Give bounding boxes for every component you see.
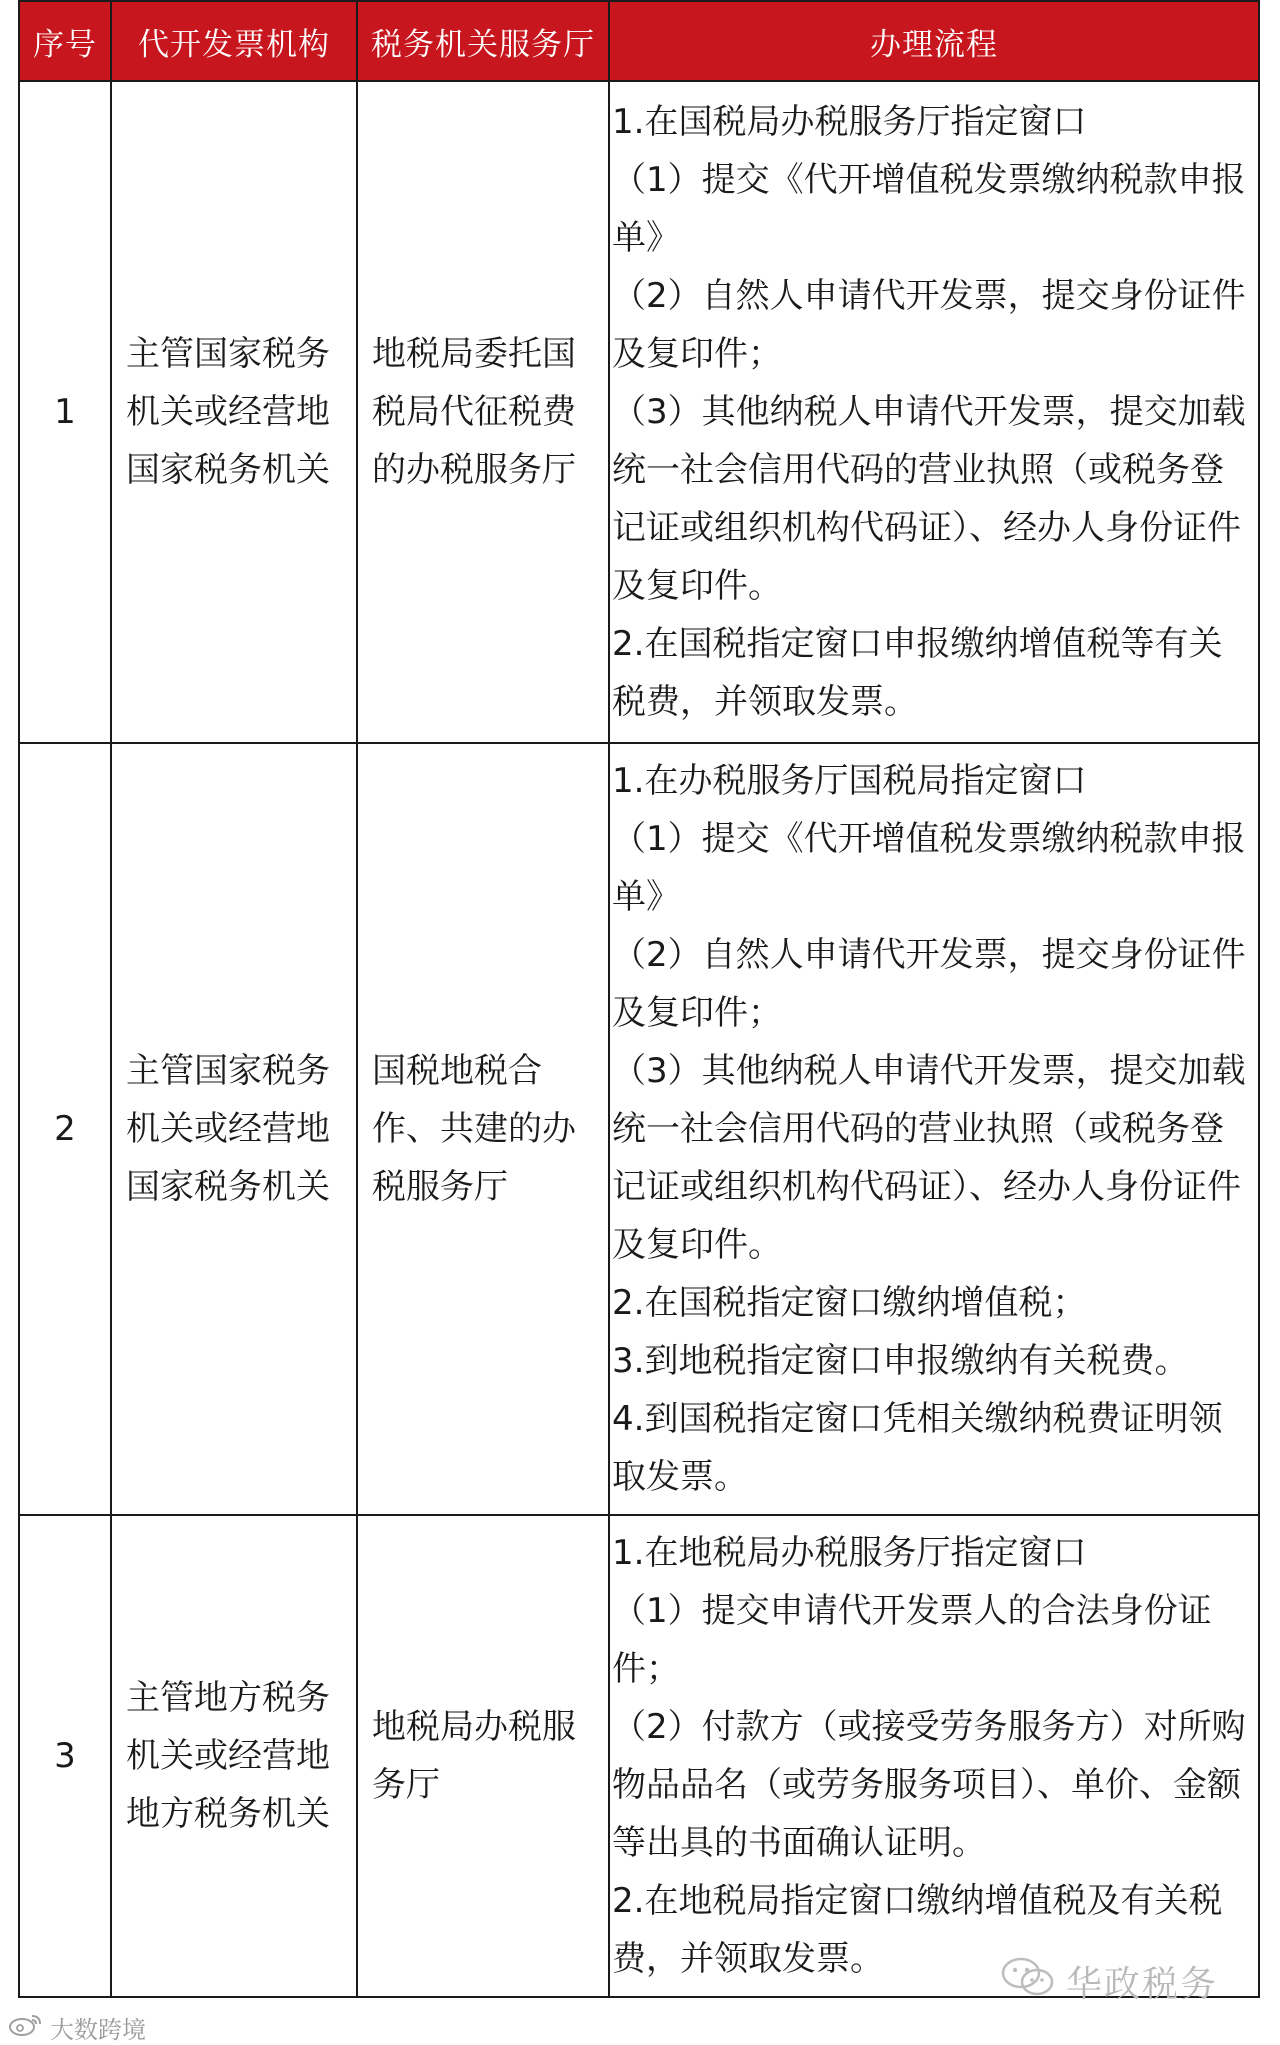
process-step: 3.到地税指定窗口申报缴纳有关税费。 [612, 1341, 1189, 1381]
process-step: 1.在地税局办税服务厅指定窗口 [612, 1533, 1087, 1573]
row-number: 3 [19, 1515, 111, 1997]
row-process [609, 743, 1259, 1515]
process-step: 1.在办税服务厅国税局指定窗口 [612, 761, 1087, 801]
process-step: （1）提交《代开增值税发票缴纳税款申报单》 [612, 819, 1246, 917]
row-agency: 主管国家税务机关或经营地国家税务机关 [111, 81, 357, 743]
process-step: （1）提交《代开增值税发票缴纳税款申报单》 [612, 160, 1246, 258]
header-service-hall: 税务机关服务厅 [357, 1, 609, 81]
row-process [609, 81, 1259, 743]
brand-watermark [1000, 1955, 1218, 2007]
process-step: 2.在国税指定窗口缴纳增值税； [612, 1283, 1087, 1323]
header-agency: 代开发票机构 [111, 1, 357, 81]
process-step: （2）付款方（或接受劳务服务方）对所购物品品名（或劳务服务项目）、单价、金额等出具的书面确认证明。 [612, 1707, 1246, 1863]
process-step: （2）自然人申请代开发票，提交身份证件及复印件； [612, 276, 1246, 374]
row-agency: 主管国家税务机关或经营地国家税务机关 [111, 743, 357, 1515]
row-agency: 主管地方税务机关或经营地地方税务机关 [111, 1515, 357, 1997]
process-step: 1.在国税局办税服务厅指定窗口 [612, 102, 1087, 142]
process-step: （1）提交申请代开发票人的合法身份证件； [612, 1591, 1212, 1689]
table-row [19, 1515, 1259, 1997]
process-step: 2.在国税指定窗口申报缴纳增值税等有关税费，并领取发票。 [612, 624, 1223, 722]
invoice-process-table [18, 0, 1260, 1998]
table-row [19, 81, 1259, 743]
source-watermark [8, 2010, 146, 2045]
wechat-icon [1000, 1956, 1056, 2007]
header-process: 办理流程 [609, 1, 1259, 81]
row-number: 2 [19, 743, 111, 1515]
header-number: 序号 [19, 1, 111, 81]
process-step: 4.到国税指定窗口凭相关缴纳税费证明领取发票。 [612, 1399, 1223, 1497]
source-watermark-text: 大数跨境 [50, 2016, 146, 2044]
row-service-hall: 地税局办税服务厅 [357, 1515, 609, 1997]
process-step: （3）其他纳税人申请代开发票，提交加载统一社会信用代码的营业执照（或税务登记证或组织机构代码证）、经办人身份证件及复印件。 [612, 392, 1246, 606]
row-service-hall: 地税局委托国税局代征税费的办税服务厅 [357, 81, 609, 743]
weibo-icon [8, 2012, 44, 2044]
table-header-row [19, 1, 1259, 81]
process-step: （3）其他纳税人申请代开发票，提交加载统一社会信用代码的营业执照（或税务登记证或组织机构代码证）、经办人身份证件及复印件。 [612, 1051, 1246, 1265]
row-process [609, 1515, 1259, 1997]
brand-watermark-text: 华政税务 [1066, 1963, 1219, 2005]
process-step: 2.在地税局指定窗口缴纳增值税及有关税费，并领取发票。 [612, 1881, 1223, 1979]
row-number: 1 [19, 81, 111, 743]
row-service-hall: 国税地税合作、共建的办税服务厅 [357, 743, 609, 1515]
table-row [19, 743, 1259, 1515]
process-step: （2）自然人申请代开发票，提交身份证件及复印件； [612, 935, 1246, 1033]
